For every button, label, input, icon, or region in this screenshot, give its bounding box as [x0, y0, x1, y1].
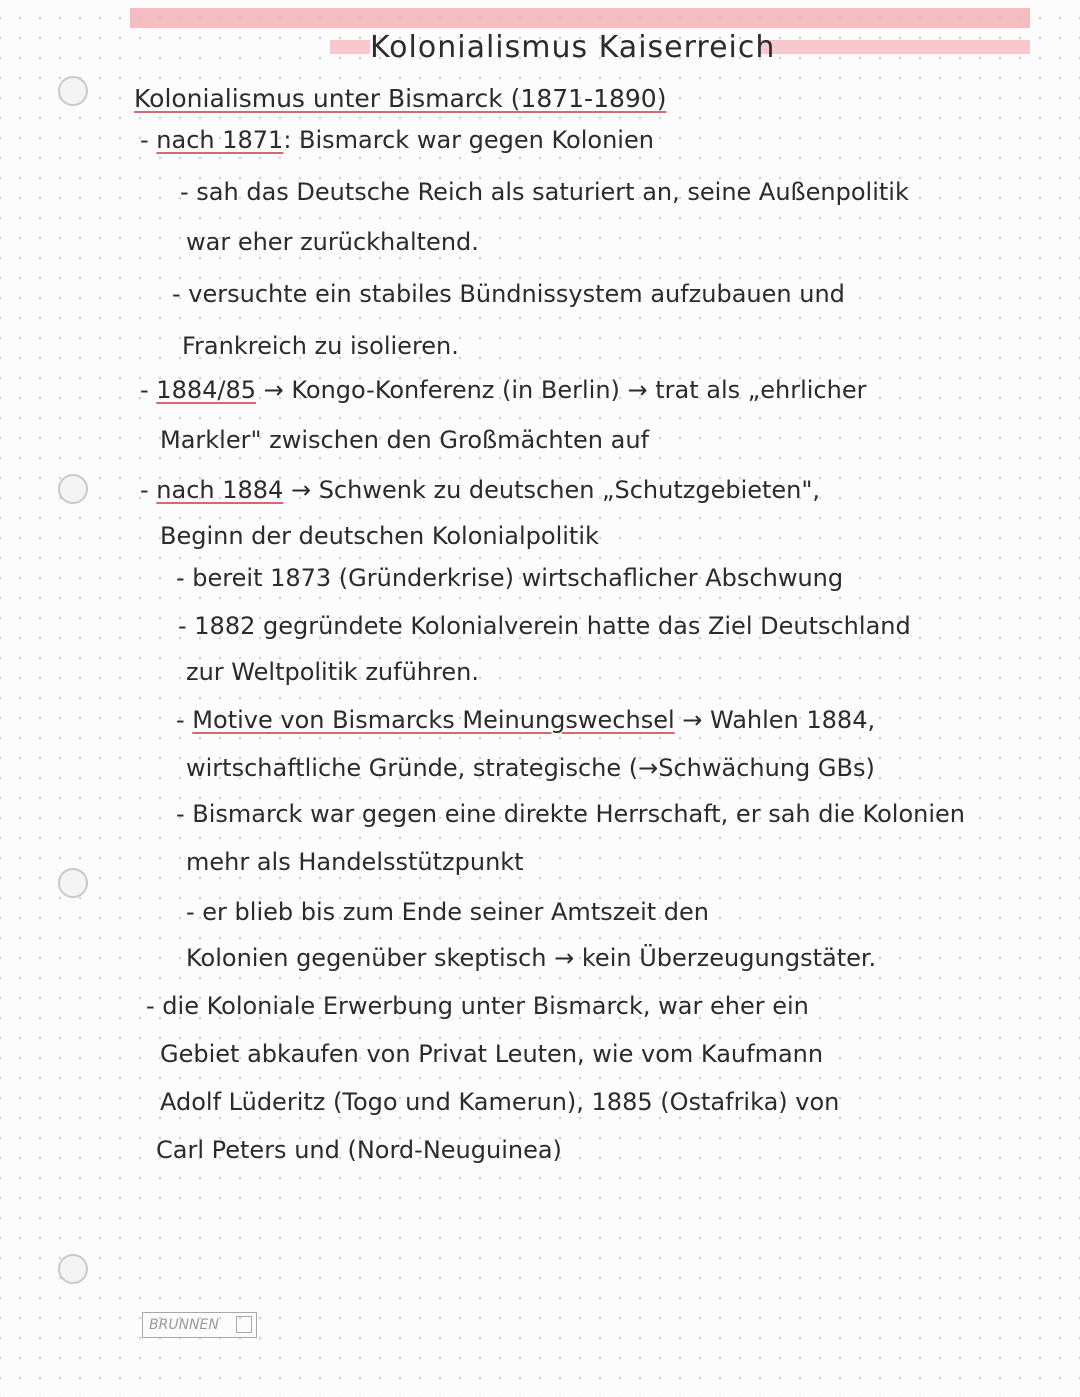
- note-text: - sah das Deutsche Reich als saturiert an, seine Außenpolitik: [180, 178, 909, 206]
- note-line: [160, 524, 599, 548]
- binder-hole: [58, 76, 88, 106]
- note-line: [186, 946, 876, 970]
- highlighter-stripe: [330, 40, 370, 54]
- note-line: [186, 850, 524, 874]
- note-line: [160, 1090, 839, 1114]
- note-line: [178, 614, 911, 638]
- note-line: [146, 994, 809, 1018]
- note-text: Frankreich zu isolieren.: [182, 332, 459, 360]
- highlighted-term: nach 1884: [156, 476, 284, 504]
- note-text: : Bismarck war gegen Kolonien: [283, 126, 654, 154]
- note-text: → Schwenk zu deutschen „Schutzgebieten",: [283, 476, 821, 504]
- highlighted-term: nach 1871: [156, 126, 284, 154]
- note-text: Kolonien gegenüber skeptisch → kein Überzeugungstäter.: [186, 944, 877, 972]
- note-text: war eher zurückhaltend.: [186, 228, 479, 256]
- note-line: [172, 282, 845, 306]
- note-line: [186, 756, 875, 780]
- note-line: [160, 428, 649, 452]
- brand-mark-icon: [236, 1316, 252, 1333]
- note-text: → Wahlen 1884,: [674, 706, 876, 734]
- note-line: [176, 708, 875, 732]
- note-line: [160, 1042, 823, 1066]
- bullet-dash: -: [176, 706, 193, 734]
- bullet-dash: -: [140, 476, 157, 504]
- note-line: [140, 378, 866, 402]
- note-text: - die Koloniale Erwerbung unter Bismarck, war eher ein: [146, 992, 809, 1020]
- note-text: Beginn der deutschen Kolonialpolitik: [160, 522, 599, 550]
- binder-hole: [58, 1254, 88, 1284]
- note-line: [186, 230, 479, 254]
- note-text: zur Weltpolitik zuführen.: [186, 658, 479, 686]
- bullet-dash: -: [140, 376, 157, 404]
- note-line: [140, 128, 654, 152]
- note-text: Gebiet abkaufen von Privat Leuten, wie vom Kaufmann: [160, 1040, 824, 1068]
- bullet-dash: -: [140, 126, 157, 154]
- note-line: [182, 334, 459, 358]
- binder-hole: [58, 868, 88, 898]
- brand-logo: [142, 1312, 257, 1338]
- note-text: mehr als Handelsstützpunkt: [186, 848, 524, 876]
- brand-logo-text: BRUNNEN: [149, 1317, 219, 1333]
- note-line: [186, 900, 709, 924]
- note-text: wirtschaftliche Gründe, strategische (→Schwächung GBs): [186, 754, 875, 782]
- note-text: - 1882 gegründete Kolonialverein hatte das Ziel Deutschland: [178, 612, 911, 640]
- note-text: → Kongo-Konferenz (in Berlin) → trat als „ehrlicher: [256, 376, 867, 404]
- highlighted-term: 1884/85: [156, 376, 256, 404]
- note-line: [156, 1138, 562, 1162]
- note-line: [186, 660, 479, 684]
- highlighted-term: Motive von Bismarcks Meinungswechsel: [192, 706, 675, 734]
- note-text: Markler" zwischen den Großmächten auf: [160, 426, 650, 454]
- note-text: Carl Peters und (Nord-Neuguinea): [156, 1136, 562, 1164]
- note-line: [140, 478, 820, 502]
- highlighter-stripe: [130, 8, 1030, 28]
- note-text: - Bismarck war gegen eine direkte Herrschaft, er sah die Kolonien: [176, 800, 965, 828]
- note-text: - bereit 1873 (Gründerkrise) wirtschaflicher Abschwung: [176, 564, 844, 592]
- note-text: Adolf Lüderitz (Togo und Kamerun), 1885 (Ostafrika) von: [160, 1088, 840, 1116]
- binder-hole: [58, 474, 88, 504]
- page-title: Kolonialismus Kaiserreich: [370, 30, 776, 65]
- note-text: - er blieb bis zum Ende seiner Amtszeit den: [186, 898, 710, 926]
- note-line: [180, 180, 909, 204]
- section-heading: Kolonialismus unter Bismarck (1871-1890): [134, 84, 667, 113]
- highlighter-stripe: [760, 40, 1030, 54]
- note-text: - versuchte ein stabiles Bündnissystem aufzubauen und: [172, 280, 845, 308]
- note-line: [176, 566, 843, 590]
- note-line: [176, 802, 965, 826]
